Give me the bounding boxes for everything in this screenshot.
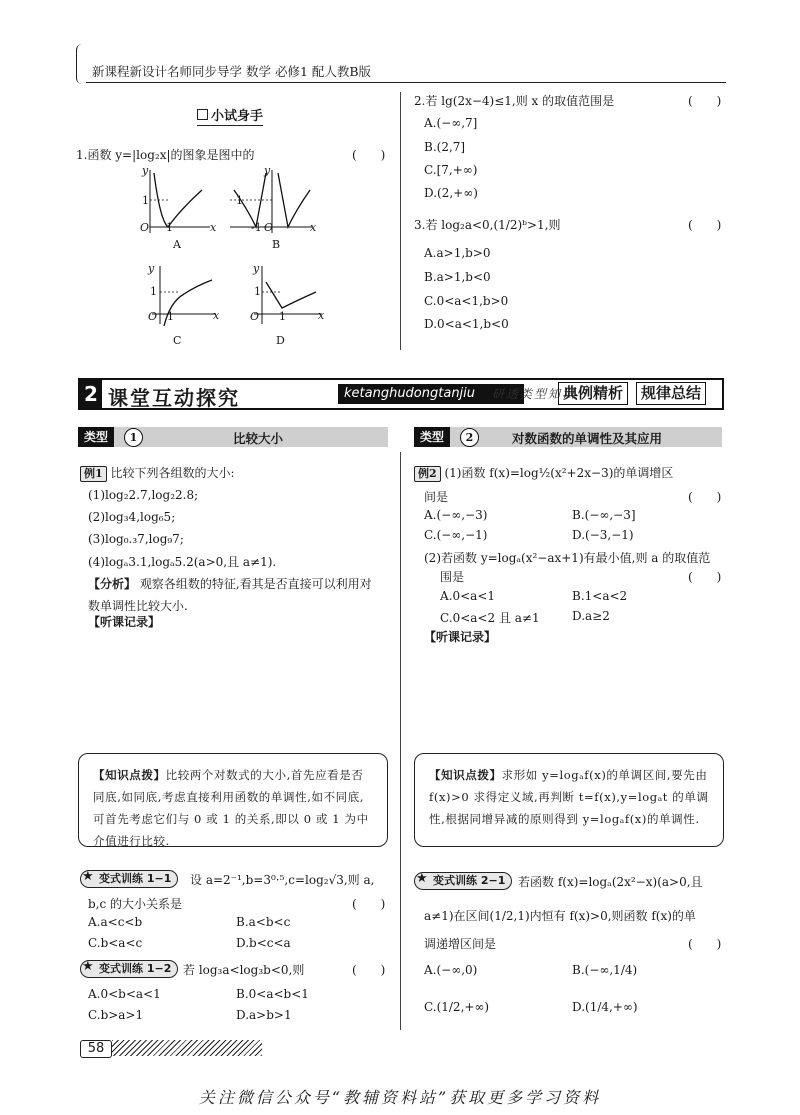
graph-a-tick-y: 1 — [142, 194, 149, 207]
v12-option-b: B.0<a<b<1 — [236, 987, 309, 1001]
notes-label-2: 【听课记录】 — [424, 630, 497, 644]
q2-option-a: A.(−∞,7] — [424, 116, 478, 130]
graph-d-x: x — [318, 309, 325, 322]
page-hatch-decoration — [112, 1040, 262, 1056]
v11-option-b: B.a<b<c — [236, 915, 291, 929]
q2-option-c: C.[7,+∞) — [424, 163, 478, 177]
q2-text: 2.若 lg(2x−4)≤1,则 x 的取值范围是 — [414, 94, 615, 108]
graph-a-x: x — [210, 221, 217, 234]
variant-2-1-text-3: 调递增区间是 — [424, 937, 497, 951]
q1-paren: ( ) — [352, 148, 386, 162]
analysis-label: 【分析】 — [88, 577, 137, 591]
graph-c-origin: O — [148, 310, 158, 323]
example1-item-1: (1)log₂2.7,log₂2.8; — [88, 488, 199, 502]
type1-label: 类型 — [78, 427, 114, 447]
q3-option-c: C.0<a<1,b>0 — [424, 294, 509, 308]
notes-label-1: 【听课记录】 — [88, 615, 161, 629]
graph-c-tick-y: 1 — [150, 285, 157, 298]
q2-option-b: B.(2,7] — [424, 140, 466, 154]
variant-2-1-paren: ( ) — [688, 937, 722, 951]
type2-title: 对数函数的单调性及其应用 — [512, 431, 663, 446]
banner-box-summary: 规律总结 — [636, 382, 706, 405]
graph-a-tick-x: 1 — [166, 221, 173, 234]
graph-c-tick-x: 1 — [167, 310, 174, 323]
type1-bar — [78, 427, 388, 447]
q1-text: 1.函数 y=|log₂x|的图象是图中的 — [76, 148, 255, 162]
e2p2-option-b: B.1<a<2 — [572, 589, 628, 603]
graph-d-origin: O — [250, 310, 260, 323]
e2-option-a: A.(−∞,−3) — [424, 508, 488, 522]
graph-d-caption: D — [276, 334, 285, 347]
warmup-icon — [197, 109, 208, 120]
example1-text: 比较下列各组数的大小: — [110, 466, 235, 480]
banner-title: 课堂互动探究 — [108, 386, 240, 410]
e2p2-option-d: D.a≥2 — [572, 609, 610, 623]
e2p2-option-c: C.0<a<2 且 a≠1 — [440, 611, 540, 625]
analysis — [88, 575, 372, 592]
graph-d-tick-y: 1 — [254, 285, 261, 298]
graph-c-y: y — [148, 262, 155, 275]
column-divider-top — [400, 92, 401, 350]
tip-box-2 — [414, 753, 724, 847]
graph-c-caption: C — [173, 334, 182, 347]
type1-number: 1 — [124, 428, 143, 447]
example1-label: 例1 — [80, 466, 107, 482]
example2-label: 例2 — [414, 466, 441, 482]
graph-b-x: x — [310, 221, 317, 234]
banner-number: 2 — [80, 380, 102, 408]
e2-option-b: B.(−∞,−3] — [572, 508, 636, 522]
example1-item-3: (3)log₀.₃7,log₉7; — [88, 532, 184, 546]
example1-item-4: (4)logₐ3.1,logₐ5.2(a>0,且 a≠1). — [88, 555, 277, 569]
graph-c-x: x — [213, 309, 220, 322]
variant-1-1-tag: ★ 变式训练 1−1 — [80, 870, 178, 888]
tip-box-1 — [78, 753, 388, 847]
analysis-text: 观察各组数的特征,看其是否直接可以利用对 — [139, 577, 372, 591]
variant-1-2-tag: ★ 变式训练 1−2 — [80, 960, 178, 978]
variant-1-2-paren: ( ) — [352, 963, 386, 977]
header-title: 新课程新设计名师同步导学 数学 必修1 配人教B版 — [92, 64, 372, 79]
e2-option-c: C.(−∞,−1) — [424, 528, 488, 542]
graph-a-y: y — [142, 164, 149, 177]
graph-b-tick-y: 1 — [236, 194, 243, 207]
variant-1-1-text-2: b,c 的大小关系是 — [88, 897, 183, 911]
q3-option-b: B.a>1,b<0 — [424, 270, 491, 284]
v12-option-c: C.b>a>1 — [88, 1008, 144, 1022]
example2-part2: (2)若函数 y=logₐ(x²−ax+1)有最小值,则 a 的取值范 — [424, 551, 711, 565]
type2-label: 类型 — [414, 427, 450, 447]
variant-2-1-tag: ★ 变式训练 2−1 — [414, 872, 512, 890]
graph-b-tick-x: -1 — [251, 221, 262, 234]
v12-option-a: A.0<b<a<1 — [88, 987, 161, 1001]
v21-option-b: B.(−∞,1/4) — [572, 963, 638, 977]
banner-study: 研透类型知识 — [492, 387, 577, 401]
q2-paren: ( ) — [688, 94, 722, 108]
type2-number: 2 — [460, 428, 479, 447]
v12-option-d: D.a>b>1 — [236, 1008, 292, 1022]
graph-b-y: y — [264, 164, 271, 177]
q2-option-d: D.(2,+∞) — [424, 186, 478, 200]
variant-1-1-paren: ( ) — [352, 897, 386, 911]
footer-promo: 关注微信公众号“教辅资料站”获取更多学习资料 — [198, 1088, 602, 1107]
tip2-label: 【知识点拨】 — [429, 768, 502, 782]
example1-row — [80, 464, 235, 482]
example2-row — [414, 464, 673, 482]
graph-d-y: y — [253, 262, 260, 275]
page-number: 58 — [80, 1040, 112, 1058]
example2-text-2: 间是 — [424, 490, 449, 504]
example2-text: (1)函数 f(x)=log½(x²+2x−3)的单调增区 — [444, 466, 674, 480]
e2p2-option-a: A.0<a<1 — [440, 589, 496, 603]
graph-a-caption: A — [173, 238, 181, 251]
banner-box-examples: 典例精析 — [558, 382, 628, 405]
variant-2-1-text: 若函数 f(x)=logₐ(2x²−x)(a>0,且 — [518, 875, 703, 889]
type2-bar — [414, 427, 722, 447]
graph-b-origin: O — [264, 221, 274, 234]
graph-a-origin: O — [140, 221, 150, 234]
tip2-text: 求形如 y=logₐf(x)的单调区间,要先由 f(x)>0 求得定义域,再判断 t=f(x),y=logₐt 的单调性,根据同增异减的原则得到 y=logₐf(x)的单调性. — [429, 768, 709, 826]
header-rule — [86, 82, 726, 83]
section-banner — [78, 378, 724, 410]
v21-option-a: A.(−∞,0) — [424, 963, 478, 977]
tip1-text: 比较两个对数式的大小,首先应看是否同底,如同底,考虑直接利用函数的单调性,如不同底,可首先考虑它们与 0 或 1 的关系,即以 0 或 1 为中介值进行比较. — [93, 768, 369, 848]
q3-option-d: D.0<a<1,b<0 — [424, 317, 509, 331]
example2-part2b: 围是 — [440, 570, 465, 584]
example1-item-2: (2)log₃4,log₆5; — [88, 510, 176, 524]
v11-option-d: D.b<c<a — [236, 936, 291, 950]
header-bracket — [76, 44, 85, 84]
example2-paren-1: ( ) — [688, 490, 722, 504]
variant-1-1-text: 设 a=2⁻¹,b=3⁰·⁵,c=log₂√3,则 a, — [190, 873, 375, 887]
type1-title: 比较大小 — [233, 431, 284, 446]
banner-pinyin: ketanghudongtanjiu — [338, 384, 524, 404]
analysis-text-2: 数单调性比较大小. — [88, 599, 188, 613]
v11-option-c: C.b<a<c — [88, 936, 143, 950]
v11-option-a: A.a<c<b — [88, 915, 143, 929]
variant-2-1-text-2: a≠1)在区间(1/2,1)内恒有 f(x)>0,则函数 f(x)的单 — [424, 909, 696, 923]
column-divider-bottom — [400, 452, 401, 1030]
warmup-heading: 小试身手 — [197, 105, 263, 126]
q3-paren: ( ) — [688, 218, 722, 232]
graph-d-tick-x: 1 — [279, 310, 286, 323]
tip1-label: 【知识点拨】 — [93, 768, 166, 782]
graph-b-caption: B — [272, 238, 281, 251]
example2-paren-2: ( ) — [688, 570, 722, 584]
v21-option-d: D.(1/4,+∞) — [572, 1000, 638, 1014]
e2-option-d: D.(−3,−1) — [572, 528, 634, 542]
q3-option-a: A.a>1,b>0 — [424, 246, 491, 260]
v21-option-c: C.(1/2,+∞) — [424, 1000, 490, 1014]
variant-1-2-text: 若 log₃a<log₃b<0,则 — [183, 963, 305, 977]
q3-text: 3.若 log₂a<0,(1/2)ᵇ>1,则 — [414, 218, 561, 232]
